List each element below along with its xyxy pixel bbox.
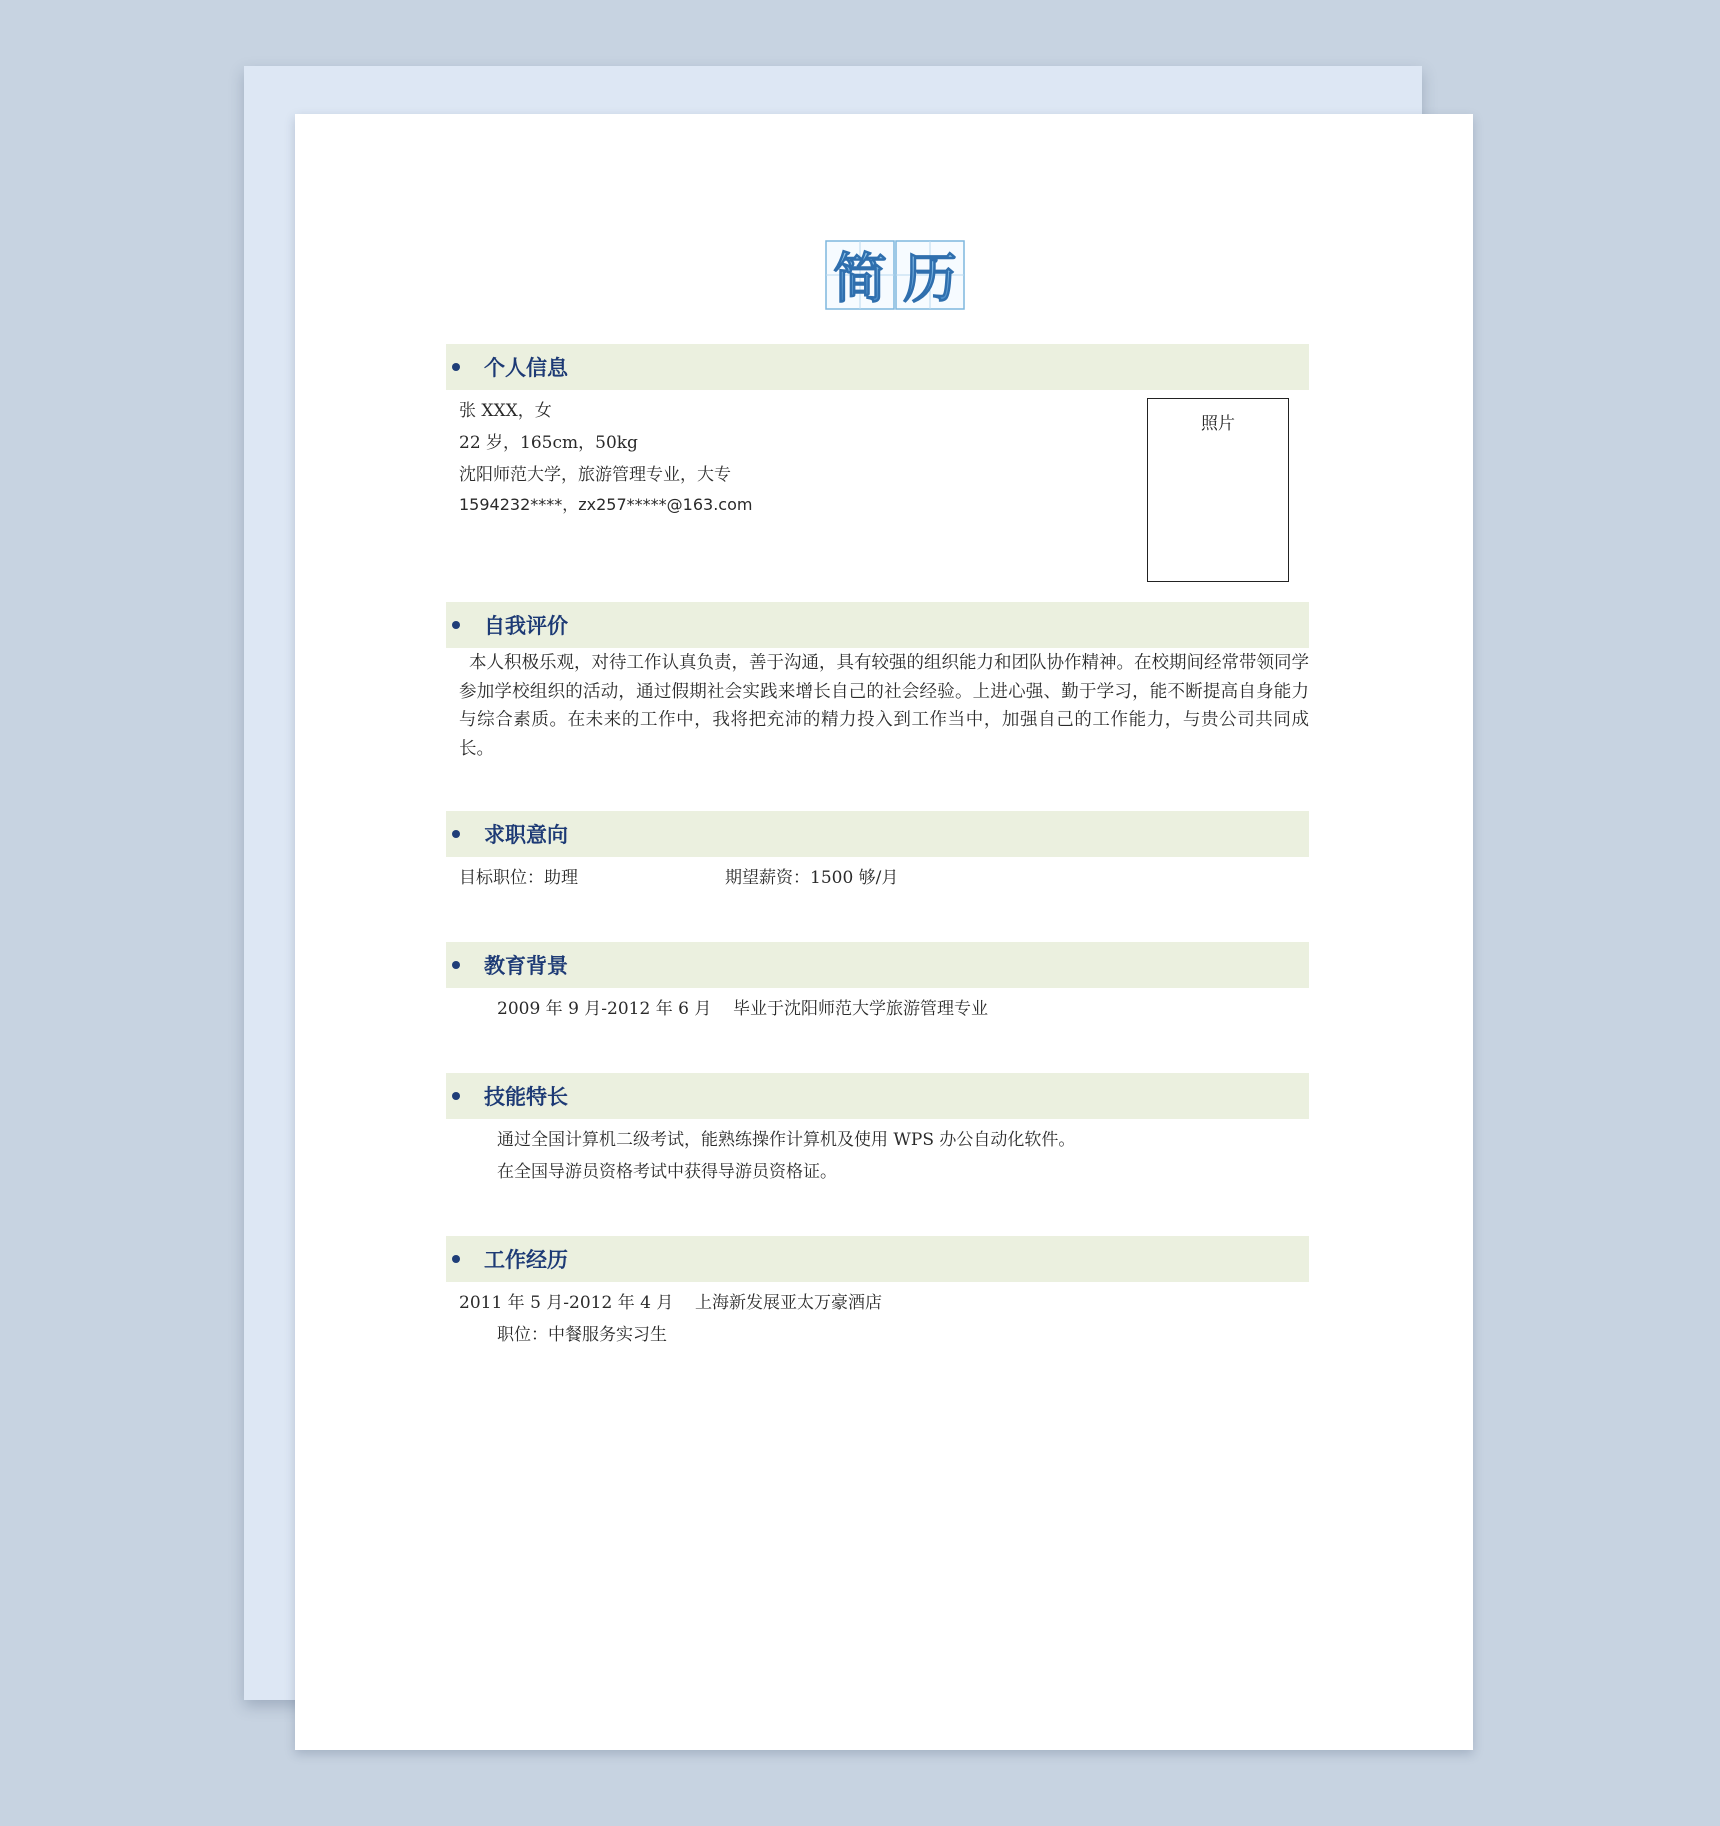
svg-text:简: 简 — [833, 247, 887, 310]
resume-title-logo — [825, 240, 965, 310]
section-heading: 技能特长 — [484, 1085, 568, 1109]
photo-placeholder — [1147, 398, 1289, 582]
school-major: 沈阳师范大学，旅游管理专业，大专 — [459, 465, 731, 485]
bullet-icon — [452, 830, 460, 838]
age-height-weight: 22 岁，165cm，50kg — [459, 433, 638, 453]
skill-item: 在全国导游员资格考试中获得导游员资格证。 — [497, 1162, 837, 1182]
bullet-icon — [452, 1255, 460, 1263]
section-heading: 求职意向 — [484, 823, 568, 847]
self-evaluation-text: 本人积极乐观，对待工作认真负责，善于沟通，具有较强的组织能力和团队协作精神。在校期间经常带领同学参加学校组织的活动，通过假期社会实践来增长自己的社会经验。上进心强、勤于学习，能不断提高自身能力与综合素质。在未来的工作中，我将把充沛的精力投入到工作当中，加强自己的工作能力，与贵公司共同成长。 — [459, 653, 1309, 759]
section-job-intention — [446, 811, 1309, 857]
section-education — [446, 942, 1309, 988]
bullet-icon — [452, 961, 460, 969]
section-heading: 教育背景 — [484, 954, 568, 978]
bullet-icon — [452, 363, 460, 371]
section-heading: 个人信息 — [484, 356, 568, 380]
title-grid-graphic — [825, 240, 965, 310]
section-heading: 自我评价 — [484, 614, 568, 638]
photo-label: 照片 — [1201, 414, 1235, 434]
section-work-experience — [446, 1236, 1309, 1282]
section-self-evaluation — [446, 602, 1309, 648]
name-gender: 张 XXX，女 — [459, 401, 552, 421]
bullet-icon — [452, 1092, 460, 1100]
section-heading: 工作经历 — [484, 1248, 568, 1272]
skill-item: 通过全国计算机二级考试，能熟练操作计算机及使用 WPS 办公自动化软件。 — [497, 1130, 1076, 1150]
section-personal-info — [446, 344, 1309, 390]
svg-text:历: 历 — [903, 247, 957, 310]
education-entry: 2009 年 9 月-2012 年 6 月 毕业于沈阳师范大学旅游管理专业 — [497, 999, 988, 1019]
section-skills — [446, 1073, 1309, 1119]
resume-page — [295, 114, 1473, 1750]
bullet-icon — [452, 621, 460, 629]
work-entry: 2011 年 5 月-2012 年 4 月 上海新发展亚太万豪酒店 — [459, 1293, 882, 1313]
expected-salary: 期望薪资：1500 够/月 — [725, 868, 899, 888]
contact-info: 1594232****，zx257*****@163.com — [459, 495, 753, 514]
work-position: 职位：中餐服务实习生 — [497, 1325, 667, 1345]
target-position: 目标职位：助理 — [459, 868, 578, 888]
